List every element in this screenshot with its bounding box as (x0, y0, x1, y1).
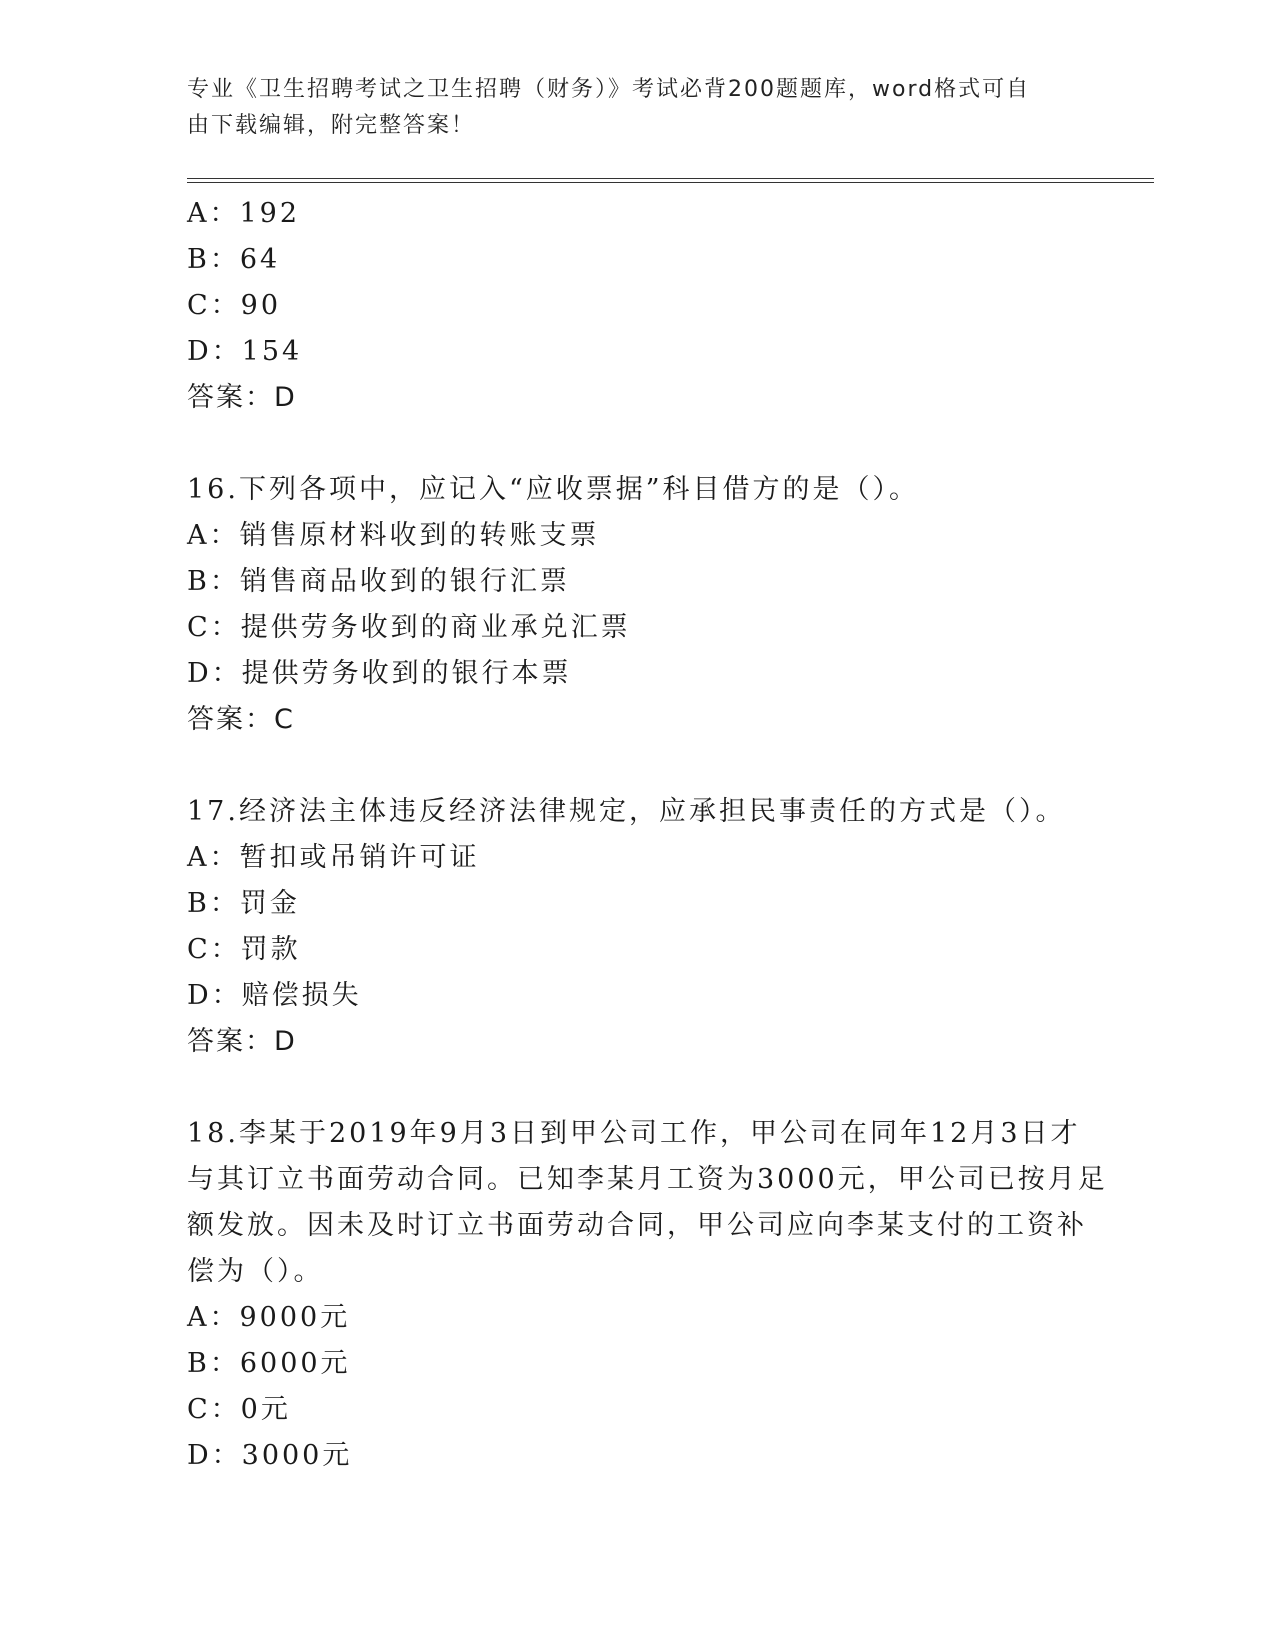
option-b: B：罚金 (187, 888, 300, 919)
option-c: C：提供劳务收到的商业承兑汇票 (187, 612, 631, 643)
option-b: B：64 (187, 244, 281, 275)
option-d: D：154 (187, 336, 303, 367)
answer-line: 答案：D (187, 1026, 297, 1057)
option-a: A：暂扣或吊销许可证 (187, 842, 480, 873)
answer-line: 答案：D (187, 382, 297, 413)
question-17-block (187, 789, 1087, 1065)
question-text-line-1: 18.李某于2019年9月3日到甲公司工作，甲公司在同年12月3日才 (187, 1118, 1081, 1149)
option-c: C：罚款 (187, 934, 301, 965)
header-divider-bottom (187, 182, 1154, 183)
option-d: D：3000元 (187, 1440, 353, 1471)
document-header (187, 72, 1067, 144)
question-16-block (187, 467, 1087, 743)
option-b: B：销售商品收到的银行汇票 (187, 566, 570, 597)
question-15-block (187, 191, 1087, 421)
header-divider-top (187, 178, 1154, 179)
header-line-2: 由下载编辑，附完整答案！ (187, 113, 476, 138)
option-a: A：9000元 (187, 1302, 351, 1333)
option-b: B：6000元 (187, 1348, 351, 1379)
question-text: 17.经济法主体违反经济法律规定，应承担民事责任的方式是（）。 (187, 796, 1066, 827)
question-text-line-3: 额发放。因未及时订立书面劳动合同，甲公司应向李某支付的工资补 (187, 1210, 1087, 1241)
answer-line: 答案：C (187, 704, 295, 735)
option-c: C：90 (187, 290, 282, 321)
option-d: D：赔偿损失 (187, 980, 362, 1011)
option-a: A：192 (187, 198, 301, 229)
option-a: A：销售原材料收到的转账支票 (187, 520, 600, 551)
question-text: 16.下列各项中，应记入“应收票据”科目借方的是（）。 (187, 474, 920, 505)
option-c: C：0元 (187, 1394, 291, 1425)
document-body (187, 191, 1108, 1479)
question-18-block (187, 1111, 1108, 1479)
question-text-line-4: 偿为（）。 (187, 1256, 324, 1287)
header-line-1: 专业《卫生招聘考试之卫生招聘（财务）》考试必背200题题库，word格式可自 (187, 77, 1031, 102)
question-text-line-2: 与其订立书面劳动合同。已知李某月工资为3000元，甲公司已按月足 (187, 1164, 1108, 1195)
option-d: D：提供劳务收到的银行本票 (187, 658, 572, 689)
